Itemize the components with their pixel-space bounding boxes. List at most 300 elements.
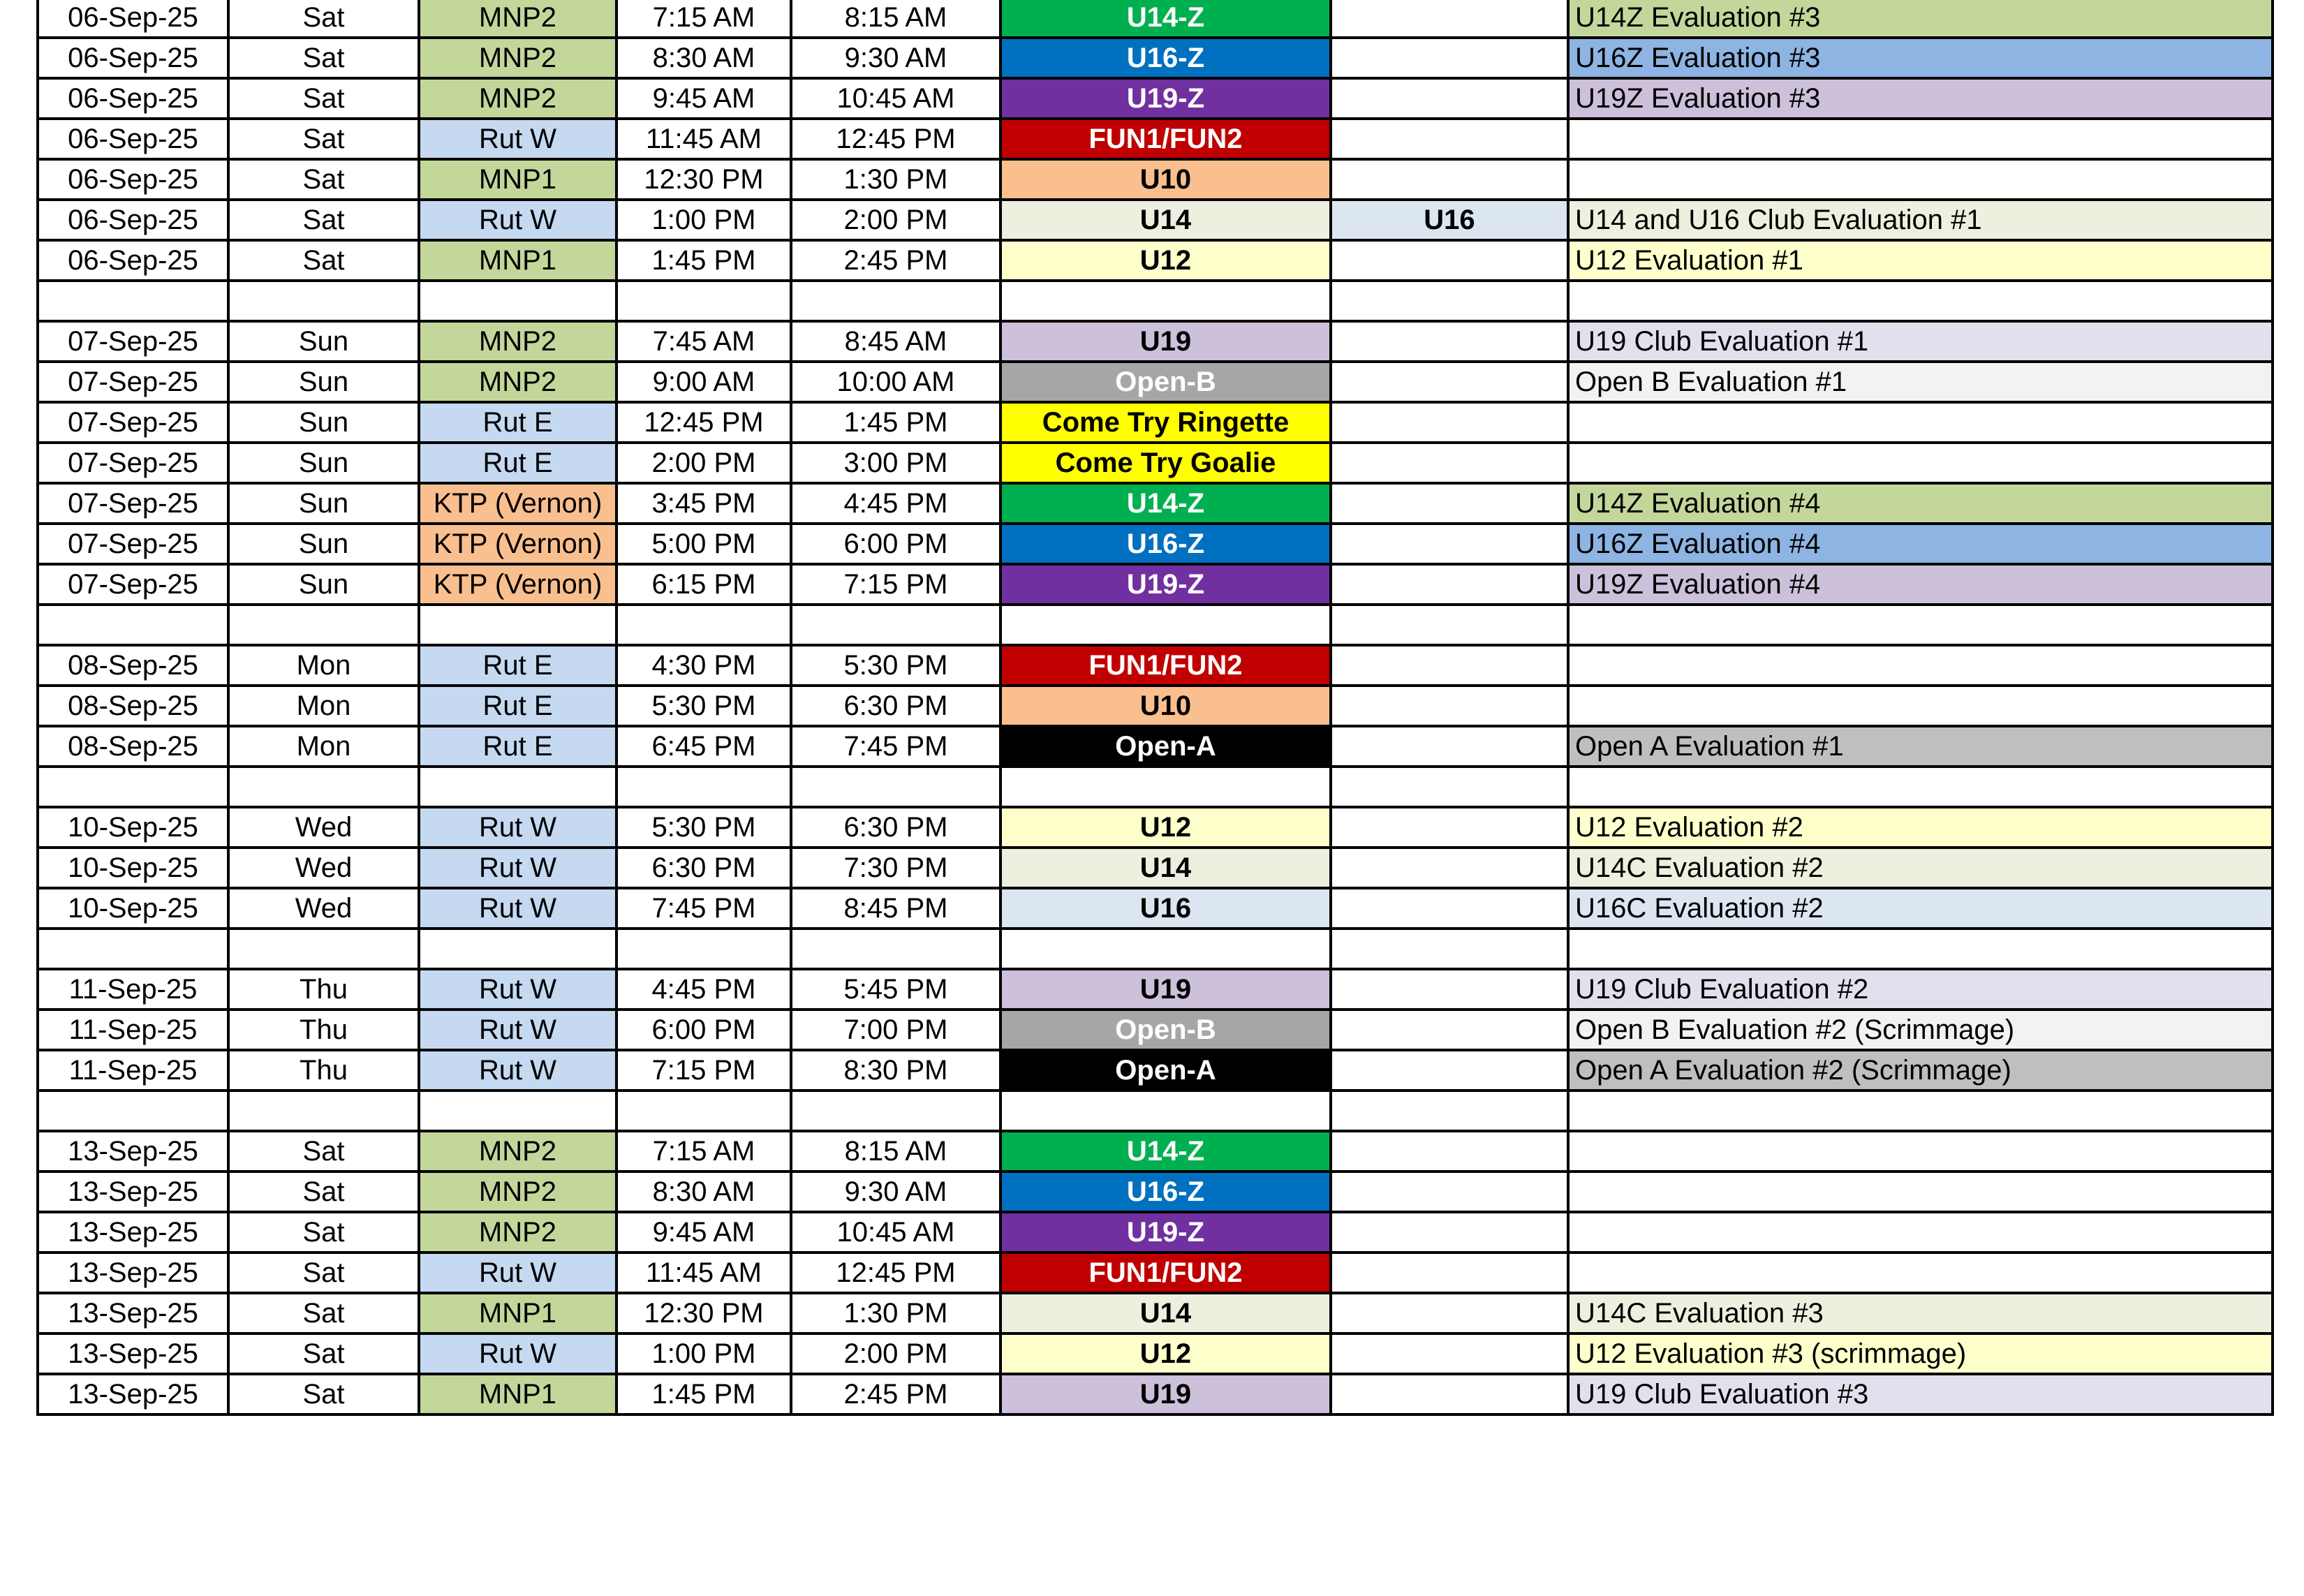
team-cell: U14 <box>1000 848 1331 888</box>
date-cell: 10-Sep-25 <box>38 848 228 888</box>
date-cell: 13-Sep-25 <box>38 1212 228 1253</box>
note-cell: U12 Evaluation #2 <box>1568 807 2273 848</box>
date-cell: 06-Sep-25 <box>38 200 228 240</box>
secondary-team-cell <box>1331 483 1568 524</box>
secondary-team-cell <box>1331 848 1568 888</box>
date-cell: 11-Sep-25 <box>38 1050 228 1091</box>
empty-cell <box>228 605 419 645</box>
note-cell: U16Z Evaluation #3 <box>1568 38 2273 78</box>
note-cell <box>1568 1253 2273 1293</box>
date-cell: 08-Sep-25 <box>38 686 228 726</box>
schedule-body <box>38 0 2273 1414</box>
empty-cell <box>228 929 419 969</box>
end-time-cell: 8:15 AM <box>791 0 1000 38</box>
arena-cell: Rut E <box>419 686 616 726</box>
secondary-team-cell <box>1331 1374 1568 1414</box>
team-cell: U14 <box>1000 200 1331 240</box>
day-cell: Thu <box>228 969 419 1010</box>
date-cell: 07-Sep-25 <box>38 362 228 402</box>
start-time-cell: 4:45 PM <box>616 969 791 1010</box>
team-cell: FUN1/FUN2 <box>1000 645 1331 686</box>
note-cell: U16C Evaluation #2 <box>1568 888 2273 929</box>
schedule-row <box>38 888 2273 929</box>
schedule-row <box>38 38 2273 78</box>
empty-cell <box>616 1091 791 1131</box>
date-cell: 10-Sep-25 <box>38 888 228 929</box>
arena-cell: Rut W <box>419 969 616 1010</box>
end-time-cell: 1:45 PM <box>791 402 1000 443</box>
day-cell: Sun <box>228 564 419 605</box>
day-cell: Sat <box>228 119 419 159</box>
secondary-team-cell <box>1331 1253 1568 1293</box>
empty-cell <box>791 1091 1000 1131</box>
day-cell: Sun <box>228 483 419 524</box>
schedule-row <box>38 240 2273 281</box>
end-time-cell: 8:45 PM <box>791 888 1000 929</box>
empty-cell <box>419 1091 616 1131</box>
day-cell: Sat <box>228 1253 419 1293</box>
day-cell: Mon <box>228 645 419 686</box>
end-time-cell: 10:45 AM <box>791 1212 1000 1253</box>
secondary-team-cell <box>1331 1131 1568 1172</box>
team-cell: U14 <box>1000 1293 1331 1333</box>
note-cell <box>1568 1172 2273 1212</box>
day-cell: Thu <box>228 1010 419 1050</box>
start-time-cell: 9:45 AM <box>616 78 791 119</box>
spacer-row <box>38 929 2273 969</box>
note-cell: Open B Evaluation #1 <box>1568 362 2273 402</box>
schedule-table <box>36 0 2274 1416</box>
empty-cell <box>1331 1091 1568 1131</box>
secondary-team-cell <box>1331 1333 1568 1374</box>
schedule-row <box>38 402 2273 443</box>
arena-cell: Rut W <box>419 888 616 929</box>
end-time-cell: 2:00 PM <box>791 200 1000 240</box>
arena-cell: MNP2 <box>419 38 616 78</box>
spacer-row <box>38 1091 2273 1131</box>
empty-cell <box>38 767 228 807</box>
team-cell: Open-A <box>1000 1050 1331 1091</box>
start-time-cell: 8:30 AM <box>616 1172 791 1212</box>
schedule-row <box>38 78 2273 119</box>
spacer-row <box>38 767 2273 807</box>
end-time-cell: 8:15 AM <box>791 1131 1000 1172</box>
arena-cell: Rut W <box>419 848 616 888</box>
day-cell: Sat <box>228 1212 419 1253</box>
date-cell: 06-Sep-25 <box>38 78 228 119</box>
empty-cell <box>616 281 791 321</box>
start-time-cell: 7:45 AM <box>616 321 791 362</box>
end-time-cell: 12:45 PM <box>791 119 1000 159</box>
arena-cell: MNP2 <box>419 78 616 119</box>
empty-cell <box>791 929 1000 969</box>
date-cell: 13-Sep-25 <box>38 1253 228 1293</box>
secondary-team-cell <box>1331 645 1568 686</box>
start-time-cell: 11:45 AM <box>616 119 791 159</box>
secondary-team-cell <box>1331 1172 1568 1212</box>
note-cell: U19Z Evaluation #4 <box>1568 564 2273 605</box>
note-cell: U14Z Evaluation #3 <box>1568 0 2273 38</box>
empty-cell <box>616 605 791 645</box>
secondary-team-cell <box>1331 1010 1568 1050</box>
start-time-cell: 5:30 PM <box>616 686 791 726</box>
empty-cell <box>1000 929 1331 969</box>
team-cell: U19-Z <box>1000 78 1331 119</box>
empty-cell <box>1331 605 1568 645</box>
empty-cell <box>1331 767 1568 807</box>
empty-cell <box>616 767 791 807</box>
secondary-team-cell <box>1331 524 1568 564</box>
date-cell: 07-Sep-25 <box>38 524 228 564</box>
end-time-cell: 9:30 AM <box>791 38 1000 78</box>
start-time-cell: 12:30 PM <box>616 159 791 200</box>
end-time-cell: 9:30 AM <box>791 1172 1000 1212</box>
arena-cell: Rut W <box>419 1050 616 1091</box>
schedule-row <box>38 726 2273 767</box>
secondary-team-cell <box>1331 443 1568 483</box>
note-cell: U14C Evaluation #2 <box>1568 848 2273 888</box>
end-time-cell: 2:00 PM <box>791 1333 1000 1374</box>
note-cell <box>1568 443 2273 483</box>
start-time-cell: 7:45 PM <box>616 888 791 929</box>
start-time-cell: 4:30 PM <box>616 645 791 686</box>
team-cell: FUN1/FUN2 <box>1000 1253 1331 1293</box>
empty-cell <box>228 1091 419 1131</box>
team-cell: U16-Z <box>1000 524 1331 564</box>
schedule-row <box>38 848 2273 888</box>
secondary-team-cell <box>1331 1212 1568 1253</box>
end-time-cell: 2:45 PM <box>791 1374 1000 1414</box>
day-cell: Mon <box>228 726 419 767</box>
team-cell: Come Try Ringette <box>1000 402 1331 443</box>
date-cell: 08-Sep-25 <box>38 726 228 767</box>
arena-cell: Rut W <box>419 119 616 159</box>
end-time-cell: 2:45 PM <box>791 240 1000 281</box>
secondary-team-cell <box>1331 362 1568 402</box>
note-cell <box>1568 402 2273 443</box>
start-time-cell: 1:45 PM <box>616 240 791 281</box>
secondary-team-cell <box>1331 119 1568 159</box>
schedule-row <box>38 1050 2273 1091</box>
end-time-cell: 7:45 PM <box>791 726 1000 767</box>
note-cell: U19 Club Evaluation #3 <box>1568 1374 2273 1414</box>
note-cell: U19 Club Evaluation #2 <box>1568 969 2273 1010</box>
start-time-cell: 1:00 PM <box>616 200 791 240</box>
note-cell: U19Z Evaluation #3 <box>1568 78 2273 119</box>
day-cell: Wed <box>228 888 419 929</box>
team-cell: U10 <box>1000 159 1331 200</box>
secondary-team-cell <box>1331 726 1568 767</box>
secondary-team-cell <box>1331 1293 1568 1333</box>
end-time-cell: 8:45 AM <box>791 321 1000 362</box>
end-time-cell: 8:30 PM <box>791 1050 1000 1091</box>
schedule-row <box>38 1172 2273 1212</box>
start-time-cell: 12:45 PM <box>616 402 791 443</box>
secondary-team-cell <box>1331 969 1568 1010</box>
end-time-cell: 12:45 PM <box>791 1253 1000 1293</box>
empty-cell <box>1568 1091 2273 1131</box>
arena-cell: Rut E <box>419 726 616 767</box>
secondary-team-cell <box>1331 888 1568 929</box>
arena-cell: KTP (Vernon) <box>419 524 616 564</box>
schedule-row <box>38 1293 2273 1333</box>
arena-cell: MNP2 <box>419 321 616 362</box>
team-cell: U12 <box>1000 240 1331 281</box>
schedule-row <box>38 119 2273 159</box>
date-cell: 08-Sep-25 <box>38 645 228 686</box>
arena-cell: KTP (Vernon) <box>419 564 616 605</box>
end-time-cell: 7:30 PM <box>791 848 1000 888</box>
date-cell: 07-Sep-25 <box>38 321 228 362</box>
date-cell: 13-Sep-25 <box>38 1131 228 1172</box>
empty-cell <box>38 1091 228 1131</box>
team-cell: U14-Z <box>1000 0 1331 38</box>
start-time-cell: 11:45 AM <box>616 1253 791 1293</box>
start-time-cell: 1:00 PM <box>616 1333 791 1374</box>
start-time-cell: 5:30 PM <box>616 807 791 848</box>
team-cell: U14-Z <box>1000 483 1331 524</box>
empty-cell <box>1000 605 1331 645</box>
day-cell: Wed <box>228 848 419 888</box>
team-cell: U10 <box>1000 686 1331 726</box>
schedule-row <box>38 443 2273 483</box>
start-time-cell: 7:15 AM <box>616 1131 791 1172</box>
empty-cell <box>616 929 791 969</box>
arena-cell: Rut W <box>419 807 616 848</box>
date-cell: 13-Sep-25 <box>38 1293 228 1333</box>
end-time-cell: 7:00 PM <box>791 1010 1000 1050</box>
arena-cell: MNP1 <box>419 1374 616 1414</box>
empty-cell <box>791 605 1000 645</box>
secondary-team-cell <box>1331 686 1568 726</box>
empty-cell <box>419 929 616 969</box>
end-time-cell: 6:30 PM <box>791 686 1000 726</box>
schedule-row <box>38 483 2273 524</box>
secondary-team-cell <box>1331 159 1568 200</box>
team-cell: Come Try Goalie <box>1000 443 1331 483</box>
date-cell: 07-Sep-25 <box>38 402 228 443</box>
arena-cell: Rut E <box>419 645 616 686</box>
day-cell: Sat <box>228 38 419 78</box>
day-cell: Sat <box>228 200 419 240</box>
empty-cell <box>1000 767 1331 807</box>
start-time-cell: 5:00 PM <box>616 524 791 564</box>
spacer-row <box>38 281 2273 321</box>
schedule-row <box>38 1253 2273 1293</box>
team-cell: U14-Z <box>1000 1131 1331 1172</box>
arena-cell: Rut W <box>419 1253 616 1293</box>
end-time-cell: 1:30 PM <box>791 159 1000 200</box>
team-cell: Open-A <box>1000 726 1331 767</box>
schedule-row <box>38 645 2273 686</box>
arena-cell: MNP2 <box>419 1212 616 1253</box>
note-cell <box>1568 119 2273 159</box>
team-cell: Open-B <box>1000 1010 1331 1050</box>
day-cell: Thu <box>228 1050 419 1091</box>
start-time-cell: 3:45 PM <box>616 483 791 524</box>
start-time-cell: 6:45 PM <box>616 726 791 767</box>
note-cell: U19 Club Evaluation #1 <box>1568 321 2273 362</box>
team-cell: U16 <box>1000 888 1331 929</box>
day-cell: Sat <box>228 0 419 38</box>
start-time-cell: 6:30 PM <box>616 848 791 888</box>
secondary-team-cell <box>1331 78 1568 119</box>
team-cell: Open-B <box>1000 362 1331 402</box>
day-cell: Sun <box>228 402 419 443</box>
arena-cell: Rut W <box>419 1010 616 1050</box>
date-cell: 10-Sep-25 <box>38 807 228 848</box>
note-cell: U14 and U16 Club Evaluation #1 <box>1568 200 2273 240</box>
day-cell: Sat <box>228 1333 419 1374</box>
date-cell: 13-Sep-25 <box>38 1333 228 1374</box>
secondary-team-cell <box>1331 1050 1568 1091</box>
secondary-team-cell <box>1331 402 1568 443</box>
note-cell: U16Z Evaluation #4 <box>1568 524 2273 564</box>
team-cell: U19 <box>1000 1374 1331 1414</box>
schedule-row <box>38 1212 2273 1253</box>
arena-cell: Rut W <box>419 200 616 240</box>
schedule-row <box>38 1131 2273 1172</box>
schedule-row <box>38 1374 2273 1414</box>
team-cell: U19 <box>1000 321 1331 362</box>
start-time-cell: 1:45 PM <box>616 1374 791 1414</box>
secondary-team-cell <box>1331 564 1568 605</box>
start-time-cell: 6:00 PM <box>616 1010 791 1050</box>
arena-cell: Rut E <box>419 402 616 443</box>
day-cell: Sat <box>228 1131 419 1172</box>
note-cell <box>1568 159 2273 200</box>
end-time-cell: 10:00 AM <box>791 362 1000 402</box>
empty-cell <box>1000 1091 1331 1131</box>
end-time-cell: 3:00 PM <box>791 443 1000 483</box>
empty-cell <box>38 929 228 969</box>
date-cell: 06-Sep-25 <box>38 119 228 159</box>
day-cell: Wed <box>228 807 419 848</box>
schedule-row <box>38 0 2273 38</box>
arena-cell: MNP1 <box>419 159 616 200</box>
empty-cell <box>228 767 419 807</box>
note-cell <box>1568 1212 2273 1253</box>
empty-cell <box>1568 767 2273 807</box>
note-cell: Open A Evaluation #1 <box>1568 726 2273 767</box>
secondary-team-cell <box>1331 38 1568 78</box>
start-time-cell: 8:30 AM <box>616 38 791 78</box>
day-cell: Sat <box>228 240 419 281</box>
date-cell: 07-Sep-25 <box>38 564 228 605</box>
schedule-row <box>38 1010 2273 1050</box>
day-cell: Sun <box>228 524 419 564</box>
schedule-row <box>38 159 2273 200</box>
schedule-row <box>38 362 2273 402</box>
arena-cell: MNP2 <box>419 362 616 402</box>
secondary-team-cell <box>1331 807 1568 848</box>
start-time-cell: 7:15 AM <box>616 0 791 38</box>
day-cell: Mon <box>228 686 419 726</box>
date-cell: 06-Sep-25 <box>38 0 228 38</box>
note-cell: U14Z Evaluation #4 <box>1568 483 2273 524</box>
schedule-row <box>38 200 2273 240</box>
team-cell: U12 <box>1000 807 1331 848</box>
start-time-cell: 6:15 PM <box>616 564 791 605</box>
team-cell: FUN1/FUN2 <box>1000 119 1331 159</box>
schedule-row <box>38 1333 2273 1374</box>
team-cell: U19 <box>1000 969 1331 1010</box>
note-cell <box>1568 686 2273 726</box>
end-time-cell: 6:30 PM <box>791 807 1000 848</box>
date-cell: 07-Sep-25 <box>38 483 228 524</box>
team-cell: U12 <box>1000 1333 1331 1374</box>
note-cell <box>1568 1131 2273 1172</box>
day-cell: Sat <box>228 1293 419 1333</box>
empty-cell <box>791 767 1000 807</box>
secondary-team-cell <box>1331 321 1568 362</box>
start-time-cell: 2:00 PM <box>616 443 791 483</box>
date-cell: 11-Sep-25 <box>38 969 228 1010</box>
end-time-cell: 7:15 PM <box>791 564 1000 605</box>
empty-cell <box>1331 281 1568 321</box>
date-cell: 11-Sep-25 <box>38 1010 228 1050</box>
empty-cell <box>1568 281 2273 321</box>
empty-cell <box>228 281 419 321</box>
day-cell: Sat <box>228 159 419 200</box>
team-cell: U19-Z <box>1000 564 1331 605</box>
start-time-cell: 7:15 PM <box>616 1050 791 1091</box>
note-cell: U12 Evaluation #1 <box>1568 240 2273 281</box>
empty-cell <box>38 605 228 645</box>
start-time-cell: 9:00 AM <box>616 362 791 402</box>
day-cell: Sat <box>228 1374 419 1414</box>
empty-cell <box>1000 281 1331 321</box>
arena-cell: Rut E <box>419 443 616 483</box>
end-time-cell: 4:45 PM <box>791 483 1000 524</box>
team-cell: U16-Z <box>1000 1172 1331 1212</box>
note-cell: U12 Evaluation #3 (scrimmage) <box>1568 1333 2273 1374</box>
day-cell: Sun <box>228 362 419 402</box>
date-cell: 06-Sep-25 <box>38 38 228 78</box>
empty-cell <box>1568 605 2273 645</box>
team-cell: U19-Z <box>1000 1212 1331 1253</box>
note-cell: Open B Evaluation #2 (Scrimmage) <box>1568 1010 2273 1050</box>
end-time-cell: 6:00 PM <box>791 524 1000 564</box>
note-cell: Open A Evaluation #2 (Scrimmage) <box>1568 1050 2273 1091</box>
schedule-row <box>38 686 2273 726</box>
date-cell: 13-Sep-25 <box>38 1374 228 1414</box>
schedule-row <box>38 564 2273 605</box>
secondary-team-cell <box>1331 0 1568 38</box>
end-time-cell: 5:45 PM <box>791 969 1000 1010</box>
day-cell: Sun <box>228 321 419 362</box>
day-cell: Sat <box>228 1172 419 1212</box>
date-cell: 06-Sep-25 <box>38 240 228 281</box>
arena-cell: MNP2 <box>419 1131 616 1172</box>
arena-cell: MNP2 <box>419 1172 616 1212</box>
day-cell: Sun <box>228 443 419 483</box>
date-cell: 13-Sep-25 <box>38 1172 228 1212</box>
date-cell: 06-Sep-25 <box>38 159 228 200</box>
spacer-row <box>38 605 2273 645</box>
empty-cell <box>38 281 228 321</box>
empty-cell <box>1331 929 1568 969</box>
empty-cell <box>419 281 616 321</box>
empty-cell <box>791 281 1000 321</box>
arena-cell: MNP2 <box>419 0 616 38</box>
schedule-row <box>38 321 2273 362</box>
secondary-team-cell: U16 <box>1331 200 1568 240</box>
note-cell: U14C Evaluation #3 <box>1568 1293 2273 1333</box>
arena-cell: MNP1 <box>419 1293 616 1333</box>
note-cell <box>1568 645 2273 686</box>
empty-cell <box>419 767 616 807</box>
